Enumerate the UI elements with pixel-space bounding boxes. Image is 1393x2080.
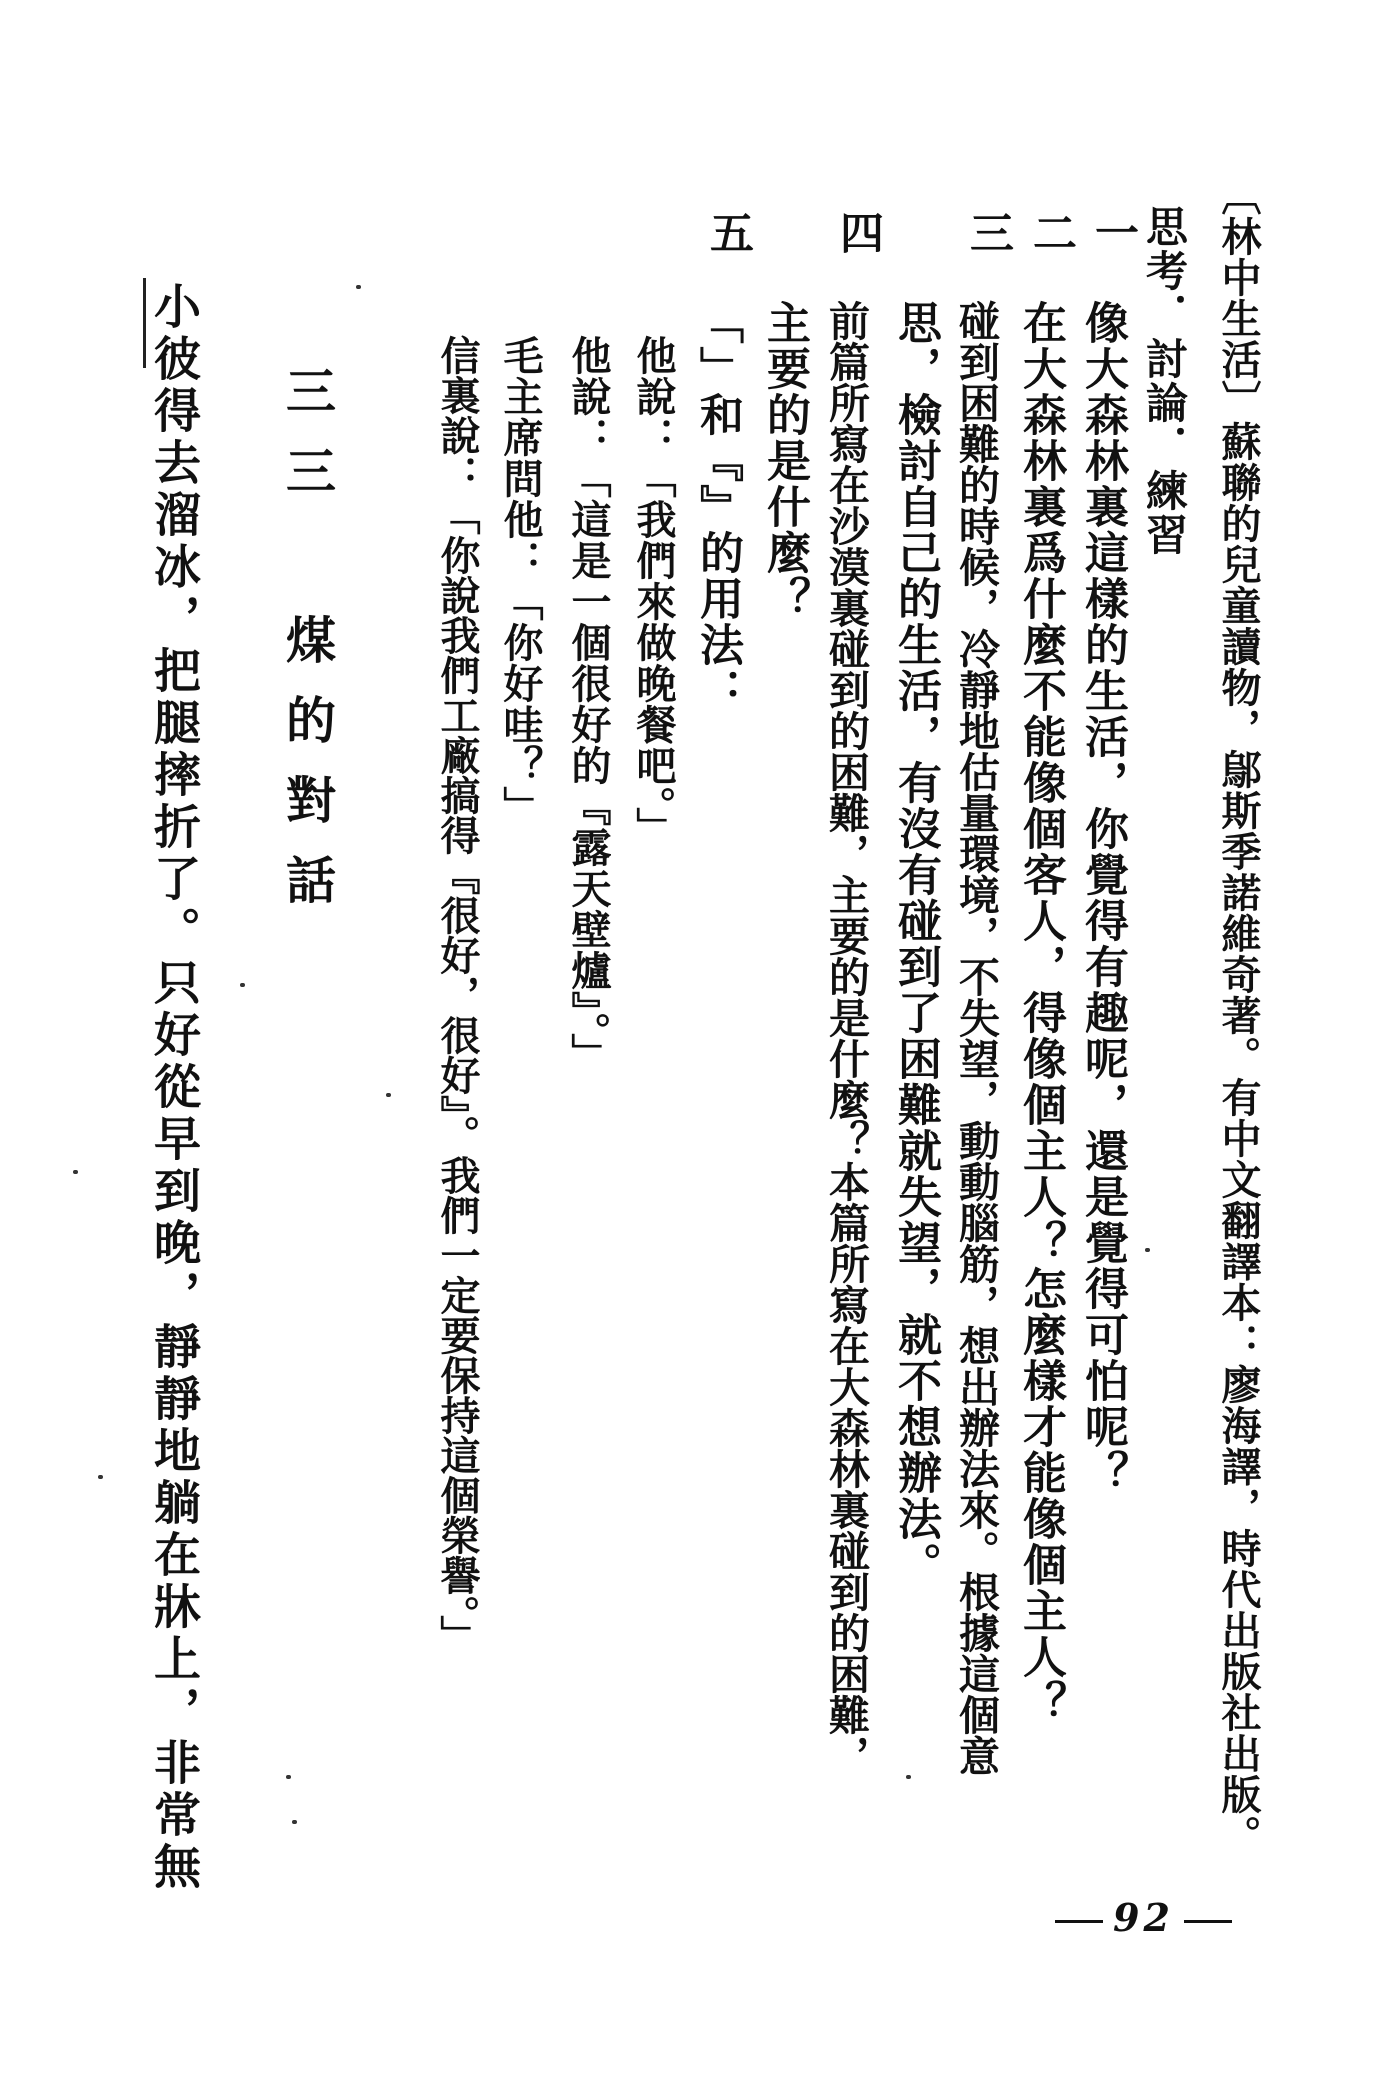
question-4-line-2: 主要的是什麼？ xyxy=(759,300,810,622)
chapter-heading: 三三 煤的對話 xyxy=(278,365,337,934)
section-title: 思考．討論．練習 xyxy=(1140,205,1189,557)
question-4-line-1: 前篇所寫在沙漠裏碰到的困難，主要的是什麼？本篇所寫在大森林裏碰到的困難， xyxy=(822,300,870,1776)
print-speck xyxy=(286,1775,291,1779)
question-5-usage-line: 「」和『』的用法： xyxy=(692,300,743,714)
reference-line: 〔林中生活〕蘇聯的兒童讀物，鄔斯季諾維奇著。有中文翻譯本：廖海譯，時代出版社出版。 xyxy=(1215,175,1262,1856)
page-number-value: 92 xyxy=(1113,1895,1174,1940)
print-speck xyxy=(356,285,361,289)
print-speck xyxy=(906,1775,911,1779)
question-marker-5: 五 xyxy=(702,210,753,254)
page-number xyxy=(1045,1895,1242,1940)
dash-left xyxy=(1055,1920,1103,1923)
question-marker-1: 一 xyxy=(1087,210,1138,254)
question-marker-3: 三 xyxy=(962,210,1013,254)
dash-right xyxy=(1184,1920,1232,1923)
example-sentence-4: 信裏說：「你說我們工廠搞得『很好，很好』。我們一定要保持這個榮譽。」 xyxy=(434,335,481,1655)
example-sentence-1: 他說：「我們來做晚餐吧。」 xyxy=(630,335,677,848)
question-marker-2: 二 xyxy=(1025,210,1076,254)
print-speck xyxy=(240,983,245,987)
print-speck xyxy=(98,1475,103,1479)
question-2-line-1: 在大森林裏爲什麼不能像個客人，得像個主人？怎麼樣才能像個主人？ xyxy=(1015,300,1066,1726)
example-sentence-2: 他說：「這是一個很好的『露天壁爐』。」 xyxy=(565,335,612,1074)
question-1-line-1: 像大森林裏這樣的生活，你覺得有趣呢，還是覺得可怕呢？ xyxy=(1077,300,1128,1496)
print-speck xyxy=(1145,1248,1150,1252)
print-speck xyxy=(292,1820,297,1824)
question-marker-4: 四 xyxy=(832,210,883,254)
print-speck xyxy=(386,1093,391,1097)
body-text-line: 小彼得去溜冰，把腿摔折了。只好從早到晚，靜靜地躺在牀上，非常無 xyxy=(146,282,201,1894)
example-sentence-3: 毛主席問他：「你好哇？」 xyxy=(497,335,544,827)
print-speck xyxy=(73,1170,78,1174)
question-3-line-2: 思，檢討自己的生活，有沒有碰到了困難就失望，就不想辦法。 xyxy=(890,300,941,1588)
question-3-line-1: 碰到困難的時候，冷靜地估量環境，不失望，動動腦筋，想出辦法來。根據這個意 xyxy=(952,300,1000,1776)
